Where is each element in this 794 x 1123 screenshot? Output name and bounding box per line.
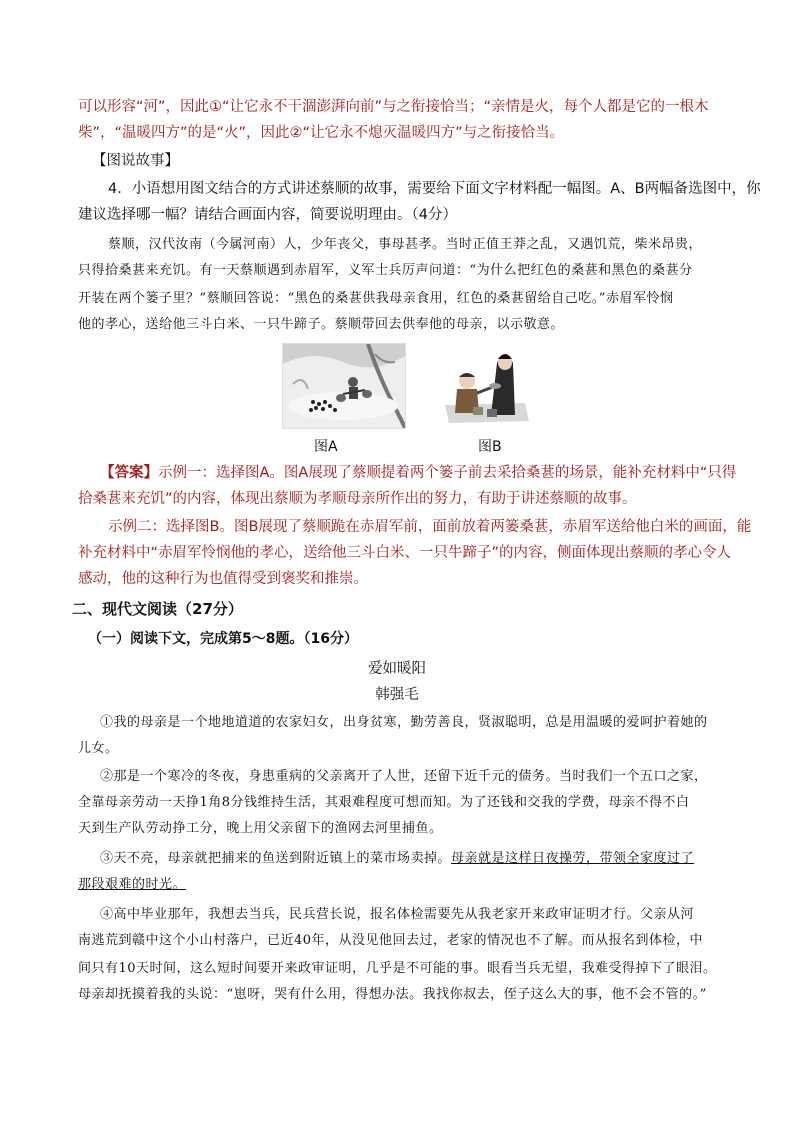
paragraph-text: 儿女。: [78, 741, 119, 756]
answer-line: 示例二：选择图B。图B展现了蔡顺跪在赤眉军前，面前放着两篓桑葚，赤眉军送给他白米的画面，能: [108, 519, 752, 535]
paragraph-text: 天到生产队劳动挣工分，晚上用父亲留下的渔网去河里捕鱼。: [78, 821, 443, 836]
answer-line: [100, 462, 737, 484]
paragraph-text: ④高中毕业那年，我想去当兵，民兵营长说，报名体检需要先从我老家开来政审证明才行。父亲从河: [100, 907, 695, 922]
answer-text: 示例一：选择图A。图A展现了蔡顺提着两个篓子前去采拾桑葚的场景，能补充材料中“只得: [158, 465, 737, 481]
paragraph-text: ①我的母亲是一个地地道道的农家妇女，出身贫寒，勤劳善良，贤淑聪明，总是用温暖的爱呵护着她的: [100, 715, 708, 730]
figure-a-caption: 图A: [314, 439, 338, 455]
figure-b-caption: 图B: [478, 439, 502, 455]
section-heading: 【图说故事】: [92, 153, 179, 169]
paragraph-text: 母亲却抚摸着我的头说：“崽呀，哭有什么用，得想办法。我找你叔去，侄子这么大的事，他不会不管的。”: [78, 987, 707, 1002]
paragraph-text: 南逃荒到赣中这个小山村落户，已近40年，从没见他回去过，老家的情况也不了解。而从报名到体检，中: [78, 933, 704, 948]
answer-label: 【答案】: [100, 465, 158, 481]
material-text: 只得拾桑葚来充饥。有一天蔡顺遇到赤眉军，义军士兵厉声问道：“为什么把红色的桑葚和黑色的桑葚分: [78, 263, 693, 278]
answer-line: 柴”，“温暖四方”的是“火”，因此②“让它永不熄灭温暖四方”与之衔接恰当。: [78, 125, 565, 141]
question-text: 建议选择哪一幅？请结合画面内容，简要说明理由。（4分）: [78, 207, 457, 223]
paragraph-text: 间只有10天时间，这么短时间要开来政审证明，几乎是不可能的事。眼看当兵无望，我难受得掉下了眼泪。: [78, 961, 717, 976]
question-text: 4．小语想用图文结合的方式讲述蔡顺的故事，需要给下面文字材料配一幅图。A、B两幅备选图中，你: [108, 181, 761, 197]
answer-line: 拾桑葚来充饥”的内容，体现出蔡顺为孝顺母亲所作出的努力，有助于讲述蔡顺的故事。: [78, 491, 637, 507]
paragraph-segment: ③天不亮，母亲就把捕来的鱼送到附近镇上的菜市场卖掉。: [100, 851, 452, 866]
material-text: 开装在两个篓子里？”蔡顺回答说：“黑色的桑葚供我母亲食用，红色的桑葚留给自己吃。”赤眉军怜悯: [78, 291, 674, 306]
article-title: 爱如暖阳: [368, 661, 426, 677]
figure-b-illustration: [443, 343, 531, 427]
underlined-sentence: 母亲就是这样日夜操劳，带领全家度过了: [451, 851, 695, 866]
answer-line: 可以形容“河”，因此①“让它永不干涸澎湃向前”与之衔接恰当；“亲情是火，每个人都是它的一根木: [78, 99, 709, 115]
article-author: 韩强毛: [375, 687, 419, 703]
material-text: 蔡顺，汉代汝南（今属河南）人，少年丧父，事母甚孝。当时正值王莽之乱，又遇饥荒，柴米昂贵，: [108, 237, 703, 252]
answer-line: 补充材料中“赤眉军怜悯他的孝心，送给他三斗白米、一只牛蹄子”的内容，侧面体现出蔡顺的孝心令人: [78, 545, 732, 561]
subsection-heading: （一）阅读下文，完成第5～8题。（16分）: [88, 631, 358, 647]
figure-a-illustration: [282, 343, 406, 429]
paragraph-text: [100, 848, 724, 870]
section-heading: 二、现代文阅读（27分）: [72, 600, 243, 618]
answer-line: 感动，他的这种行为也值得受到褒奖和推崇。: [78, 571, 368, 587]
material-text: 他的孝心，送给他三斗白米、一只牛蹄子。蔡顺带回去供奉他的母亲，以示敬意。: [78, 317, 565, 332]
paragraph-text: 全靠母亲劳动一天挣1角8分钱维持生活，其艰难程度可想而知。为了还钱和交我的学费，母亲不得不白: [78, 795, 690, 810]
underlined-sentence: 那段艰难的时光。: [78, 877, 187, 892]
paragraph-text: ②那是一个寒冷的冬夜，身患重病的父亲离开了人世，还留下近千元的债务。当时我们一个五口之家，: [100, 769, 708, 784]
